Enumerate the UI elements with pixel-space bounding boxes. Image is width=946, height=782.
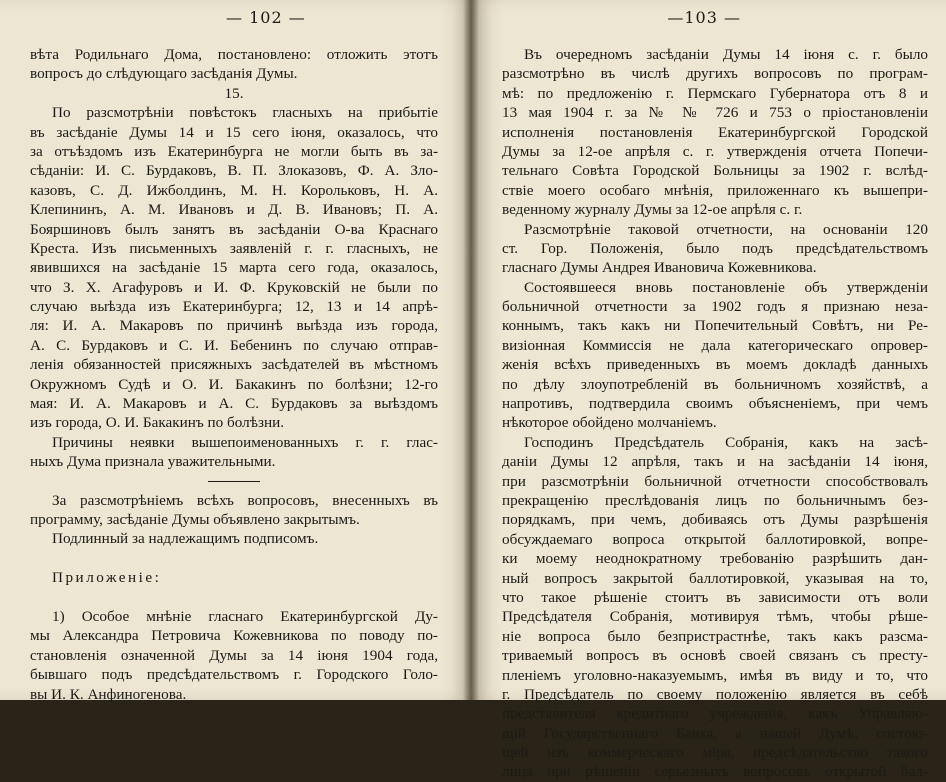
text-line: при разсмотрѣніи больничной отчетности способствовалъ: [502, 472, 928, 490]
text-line: Думы за 12-ое апрѣля с. г. утвержденія отчета Попечи-: [502, 142, 928, 160]
text-line: представителя кредитнаго учрежденія, какъ Управляю-: [502, 705, 928, 723]
text-line: въ засѣданіе Думы 14 и 15 сего іюня, оказалось, что: [30, 123, 438, 141]
text-line: ствіе моего особаго мнѣнія, приложеннаго къ вышепри-: [502, 181, 928, 199]
text-line: напротивъ, подтвердила своимъ объясненіемъ, при чемъ: [502, 395, 928, 413]
text-line: изъ города, О. И. Бакакинъ по болѣзни.: [30, 414, 285, 432]
text-line: Предсѣдателя Собранія, мотивируя тѣмъ, чтобы рѣше-: [502, 608, 928, 626]
text-line: щій Государственнаго Банка, а нашей Думѣ, состою-: [502, 724, 928, 742]
book-gutter: [463, 0, 479, 700]
text-line: Разсмотрѣніе таковой отчетности, на основаніи 120: [524, 220, 928, 238]
text-line: Въ очередномъ засѣданіи Думы 14 іюня с. г. было: [524, 46, 928, 63]
text-line: Господинъ Предсѣдатель Собранія, какъ на засѣ-: [524, 433, 928, 451]
text-line: что З. Х. Агафуровъ и И. Ф. Круковскій не были по: [30, 278, 438, 296]
text-line: мая: И. А. Макаровъ и А. С. Бурдаковъ за выѣздомъ: [30, 395, 438, 413]
section-number: 15.: [224, 84, 244, 102]
text-line: вы И. К. Анфиногенова.: [30, 685, 187, 703]
text-line: ніе вопроса было безпристрастнѣе, такъ какъ разсма-: [502, 627, 928, 645]
left-page: [0, 0, 472, 703]
text-line: мѣ: по предложенію г. Пермскаго Губернатора отъ 8 и: [502, 84, 928, 102]
text-line: сѣданіи: И. С. Бурдаковъ, В. П. Злоказовъ, Ф. А. Зло-: [30, 162, 438, 180]
text-line: исполненія постановленія Екатеринбургской Городской: [502, 123, 928, 141]
page-number-right: —103 —: [667, 8, 741, 27]
text-line: А. С. Бурдаковъ и С. И. Бебенинъ по случаю отправ-: [30, 336, 438, 354]
text-line: мы Александра Петровича Кожевникова по поводу по-: [30, 627, 438, 645]
text-line: что такое рѣшеніе стоитъ въ зависимости отъ воли: [502, 588, 928, 606]
right-page: [472, 0, 946, 781]
text-line: лица при рѣшеніи серьезныхъ вопросовъ открытой бал-: [502, 763, 928, 781]
text-line: За разсмотрѣніемъ всѣхъ вопросовъ, внесенныхъ въ: [52, 491, 438, 509]
text-line: 13 мая 1904 г. за № № 726 и 753 о пріостановленіи: [502, 104, 928, 122]
text-line: пленіемъ уголовно-наказуемымъ, имѣя въ виду и то, что: [502, 666, 928, 684]
text-line: случаю выѣзда изъ Екатеринбурга; 12, 13 и 14 апрѣ-: [30, 298, 438, 316]
text-line: нѣкоторое обойдено молчаніемъ.: [502, 414, 717, 432]
text-line: Креста. Изъ письменныхъ заявленій г. г. гласныхъ, не: [30, 239, 438, 257]
text-line: обсуждаемаго вопроса открытой баллотировкой, вопре-: [502, 530, 928, 548]
text-line: ный вопросъ закрытой баллотировкой, указывая на то,: [502, 569, 928, 587]
text-line: ленія обязанностей присяжныхъ засѣдателей въ мѣстномъ: [30, 356, 438, 374]
text-line: ля: И. А. Макаровъ по причинѣ выѣзда изъ города,: [30, 317, 438, 335]
text-line: тельнаго Совѣта Городской Больницы за 1902 г. вслѣд-: [502, 162, 928, 180]
text-line: гласнаго Думы Андрея Ивановича Кожевникова.: [502, 259, 817, 277]
left-page-text: [30, 45, 438, 704]
text-line: Бояршиновъ былъ занятъ въ засѣданіи О-ва Краснаго: [30, 220, 438, 238]
text-line: программу, засѣданіе Думы объявлено закрытымъ.: [30, 510, 360, 528]
text-line: по дѣлу злоупотребленій въ больничномъ хозяйствѣ, а: [502, 375, 928, 393]
text-line: порядкамъ, при чемъ, добиваясь отъ Думы разрѣшенія: [502, 511, 928, 529]
section-divider: [208, 481, 260, 482]
text-line: коннымъ, такъ какъ ни Попечительный Совѣтъ, ни Ре-: [502, 317, 928, 335]
text-line: Подлинный за надлежащимъ подписомъ.: [52, 530, 319, 548]
right-page-text: [502, 45, 928, 782]
text-line: ки моему неоднократному требованію разрѣшить дан-: [502, 550, 928, 568]
text-line: Окружномъ Судѣ и О. И. Бакакинъ по болѣзни; 12-го: [30, 375, 438, 393]
text-line: щей изъ коммерческаго міра, предсѣдательство такого: [502, 744, 928, 762]
text-line: даніи Думы 12 апрѣля, такъ и на засѣданіи 14 іюня,: [502, 453, 928, 471]
text-line: ныхъ Дума признала уважительными.: [30, 453, 276, 471]
text-line: казовъ, С. Д. Ижболдинъ, М. Н. Корольковъ, Н. А.: [30, 181, 438, 199]
text-line: Клепининъ, А. М. Ивановъ и Д. В. Ивановъ; П. А.: [30, 201, 438, 219]
text-line: женія всѣхъ приведенныхъ въ моемъ докладѣ данныхъ: [502, 356, 928, 374]
text-line: 1) Особое мнѣніе гласнаго Екатеринбургской Ду-: [52, 607, 438, 625]
text-line: веденному журналу Думы за 12-ое апрѣля с. г.: [502, 201, 803, 219]
text-line: разсмотрѣно въ числѣ другихъ вопросовъ по програм-: [502, 65, 928, 83]
text-line: По разсмотрѣніи повѣстокъ гласныхъ на прибытіе: [52, 104, 438, 122]
text-line: становленія означенной Думы за 14 іюня 1904 года,: [30, 646, 438, 664]
blank-line: [30, 549, 438, 568]
text-line: триваемый вопросъ въ основѣ своей связанъ съ престу-: [502, 647, 928, 665]
text-line: явившихся на засѣданіе 15 марта сего года, оказалось,: [30, 259, 438, 277]
text-line: Причины неявки вышепоименованныхъ г. г. глас-: [52, 433, 438, 451]
text-line: бывшаго подъ предсѣдательствомъ г. Городского Голо-: [30, 666, 438, 684]
page-number-left: — 102 —: [226, 8, 306, 27]
text-line: вопросъ до слѣдующаго засѣданія Думы.: [30, 65, 298, 83]
text-line: за отъѣздомъ изъ Екатеринбурга не могли быть въ за-: [30, 142, 438, 160]
text-line: Состоявшееся вновь постановленіе объ утвержденіи: [524, 278, 928, 296]
text-line: вѣта Родильнаго Дома, постановлено: отложить этотъ: [30, 46, 438, 63]
text-line: ст. Гор. Положенія, было подъ предсѣдательствомъ: [502, 239, 928, 257]
text-line: больничной отчетности за 1902 годъ я признаю неза-: [502, 298, 928, 316]
text-line: г. Предсѣдатель по своему положенію является въ себѣ: [502, 685, 928, 703]
text-line: Приложеніе:: [52, 569, 162, 587]
blank-line: [30, 588, 438, 607]
text-line: прекращенію преслѣдованія лицъ по больничнымъ без-: [502, 491, 928, 509]
text-line: визіонная Коммиссія не дала категорическаго опровер-: [502, 336, 928, 354]
